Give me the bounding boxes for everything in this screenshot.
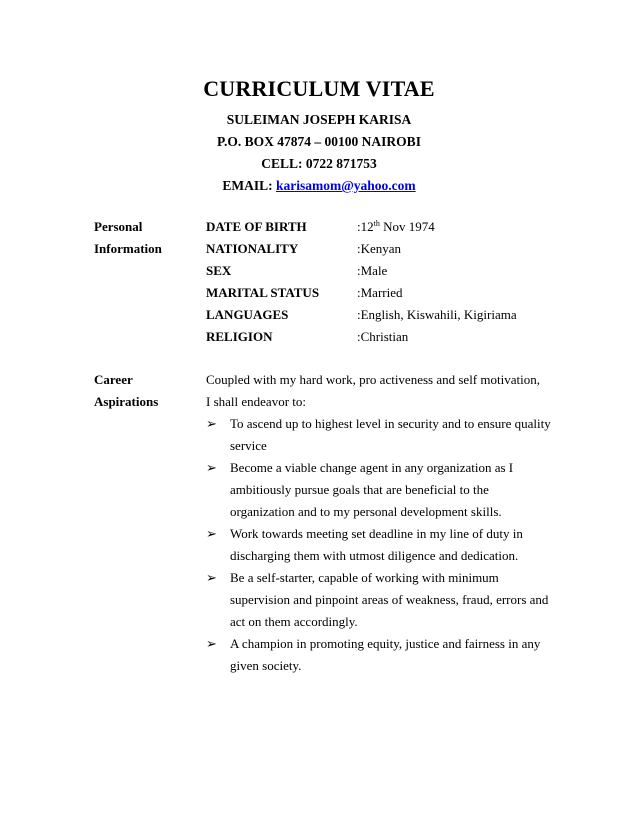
personal-section-label-line2: Information — [94, 241, 162, 256]
career-intro-line2: I shall endeavor to: — [206, 394, 306, 409]
email-link[interactable]: karisamom@yahoo.com — [275, 178, 416, 193]
aspiration-3-line1: Work towards meeting set deadline in my line of duty in — [230, 526, 523, 541]
nationality-key: NATIONALITY — [206, 241, 299, 256]
aspiration-4-line3: act on them accordingly. — [230, 614, 358, 629]
dob-value — [357, 219, 435, 235]
bullet-arrow-icon: ➢ — [206, 570, 217, 585]
marital-status-value: :Married — [357, 285, 403, 300]
dob-key: DATE OF BIRTH — [206, 219, 307, 234]
email-line — [0, 178, 638, 194]
career-section-label-line1: Career — [94, 372, 133, 387]
applicant-name: SULEIMAN JOSEPH KARISA — [226, 112, 412, 127]
bullet-arrow-icon: ➢ — [206, 460, 217, 475]
aspiration-5-line1: A champion in promoting equity, justice and fairness in any — [230, 636, 541, 651]
aspiration-2-line2: ambitiously pursue goals that are beneficial to the — [230, 482, 489, 497]
dob-value-prefix: :12 — [357, 219, 374, 234]
religion-key: RELIGION — [206, 329, 273, 344]
email-label: EMAIL: — [222, 178, 276, 193]
languages-key: LANGUAGES — [206, 307, 289, 322]
marital-status-key: MARITAL STATUS — [206, 285, 320, 300]
postal-address: P.O. BOX 47874 – 00100 NAIROBI — [217, 134, 421, 149]
nationality-value: :Kenyan — [357, 241, 402, 256]
dob-value-suffix: Nov 1974 — [379, 219, 435, 234]
aspiration-1-line1: To ascend up to highest level in security and to ensure quality — [230, 416, 551, 431]
aspiration-3-line2: discharging them with utmost diligence and dedication. — [230, 548, 519, 563]
aspiration-4-line1: Be a self-starter, capable of working with minimum — [230, 570, 499, 585]
career-intro-line1: Coupled with my hard work, pro activeness and self motivation, — [206, 372, 540, 387]
bullet-arrow-icon: ➢ — [206, 416, 217, 431]
cell-number: CELL: 0722 871753 — [261, 156, 377, 171]
bullet-arrow-icon: ➢ — [206, 636, 217, 651]
aspiration-5-line2: given society. — [230, 658, 302, 673]
document-title: CURRICULUM VITAE — [203, 76, 435, 101]
sex-key: SEX — [206, 263, 232, 278]
languages-value: :English, Kiswahili, Kigiriama — [357, 307, 517, 322]
personal-section-label-line1: Personal — [94, 219, 143, 234]
religion-value: :Christian — [357, 329, 409, 344]
aspiration-2-line1: Become a viable change agent in any organization as I — [230, 460, 514, 475]
aspiration-2-line3: organization and to my personal development skills. — [230, 504, 502, 519]
sex-value: :Male — [357, 263, 388, 278]
dob-value-ordinal: th — [373, 219, 380, 228]
aspiration-4-line2: supervision and pinpoint areas of weakness, fraud, errors and — [230, 592, 549, 607]
bullet-arrow-icon: ➢ — [206, 526, 217, 541]
aspiration-1-line2: service — [230, 438, 267, 453]
career-section-label-line2: Aspirations — [94, 394, 159, 409]
